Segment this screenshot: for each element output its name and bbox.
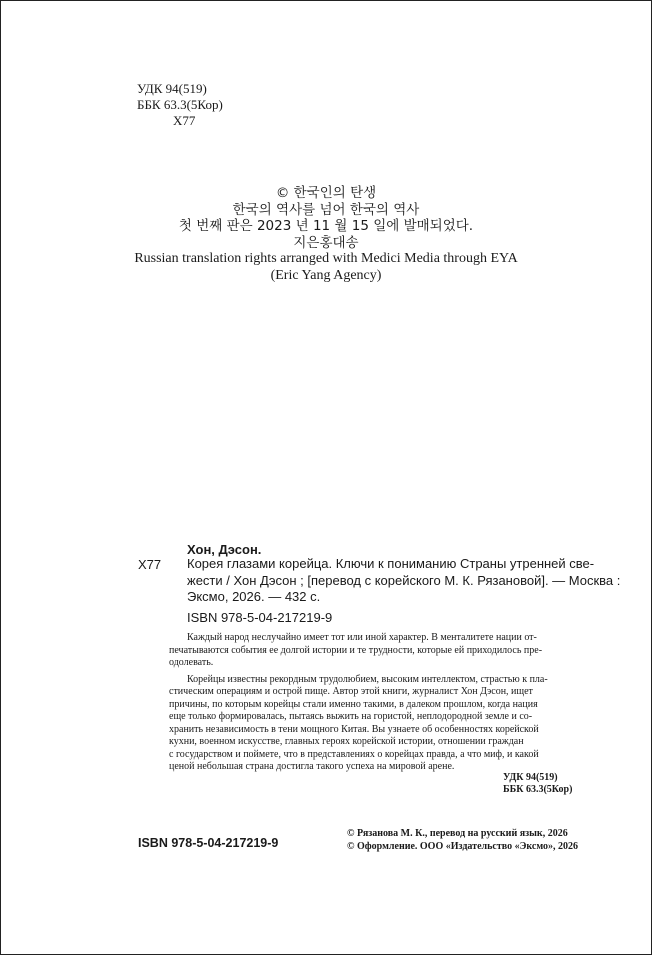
original-title: © 한국인의 탄생 (275, 185, 377, 201)
annotation-line: кухни, военном искусстве, главных героях корейской истории, отношении граждан (169, 736, 524, 747)
translation-copyright: © Рязанова М. К., перевод на русский язык, 2026 (347, 828, 568, 839)
original-author: 지은홍대송 (293, 234, 359, 251)
annotation-line: Каждый народ неслучайно имеет тот или иной характер. В менталитете нации от- (187, 632, 537, 643)
isbn-footer: ISBN 978-5-04-217219-9 (138, 836, 279, 850)
bibliographic-description (187, 556, 621, 606)
description-line: Корея глазами корейца. Ключи к пониманию Страны утренней све- (187, 556, 595, 571)
original-subtitle: 한국의 역사를 넘어 한국의 역사 (232, 201, 420, 218)
bbk-code: ББК 63.3(5Кор) (137, 97, 223, 112)
translation-rights: Russian translation rights arranged with Medici Media through EYA (134, 251, 518, 266)
author-mark: Х77 (173, 113, 196, 128)
original-edition-note: 첫 번째 판은 2023 년 11 월 15 일에 발매되었다. (178, 218, 474, 234)
copyright-block (1, 185, 651, 284)
annotation-line: Корейцы известны рекордным трудолюбием, высоким интеллектом, страстью к пла- (187, 673, 548, 685)
bottom-classification-codes (503, 772, 572, 796)
annotation-line: с государством и поймете, что в представлениях о корейцах правда, а что миф, и какой (169, 748, 539, 760)
author-mark-secondary: Х77 (138, 557, 162, 572)
isbn-line: ISBN 978-5-04-217219-9 (187, 610, 333, 625)
udk-code: УДК 94(519) (137, 81, 207, 96)
annotation-line: одолевать. (169, 657, 214, 668)
annotation (169, 632, 575, 774)
annotation-line: стическим операциям и острой пище. Автор этой книги, журналист Хон Дэсон, ищет (169, 686, 533, 697)
annotation-line: еще только формировалась, пытаясь выжить на гористой, неплодородной земле и со- (169, 711, 533, 722)
annotation-line: печатываются события ее долгой истории и те трудности, которые ей приходилось пре- (169, 644, 543, 656)
annotation-line: ценой небольшая страна достигла такого успеха на мировой арене. (169, 761, 455, 772)
copyright-notices (347, 827, 578, 853)
classification-codes (137, 81, 223, 129)
description-line: Эксмо, 2026. — 432 с. (187, 589, 321, 604)
annotation-line: хранить независимость в тени мощного Китая. Вы узнаете об особенностях корейской (169, 723, 539, 735)
annotation-line: причины, по которым корейцы стали именно такими, в далеком прошлом, когда нация (169, 698, 538, 710)
description-line: жести / Хон Дэсон ; [перевод с корейского М. К. Рязановой]. — Москва : (187, 572, 621, 588)
bbk-code-bottom: ББК 63.3(5Кор) (503, 784, 573, 795)
agency-name: (Eric Yang Agency) (270, 267, 382, 283)
udk-code-bottom: УДК 94(519) (503, 772, 558, 783)
design-copyright: © Оформление. ООО «Издательство «Эксмо», 2026 (347, 841, 578, 852)
author-heading: Хон, Дэсон. (187, 542, 262, 557)
